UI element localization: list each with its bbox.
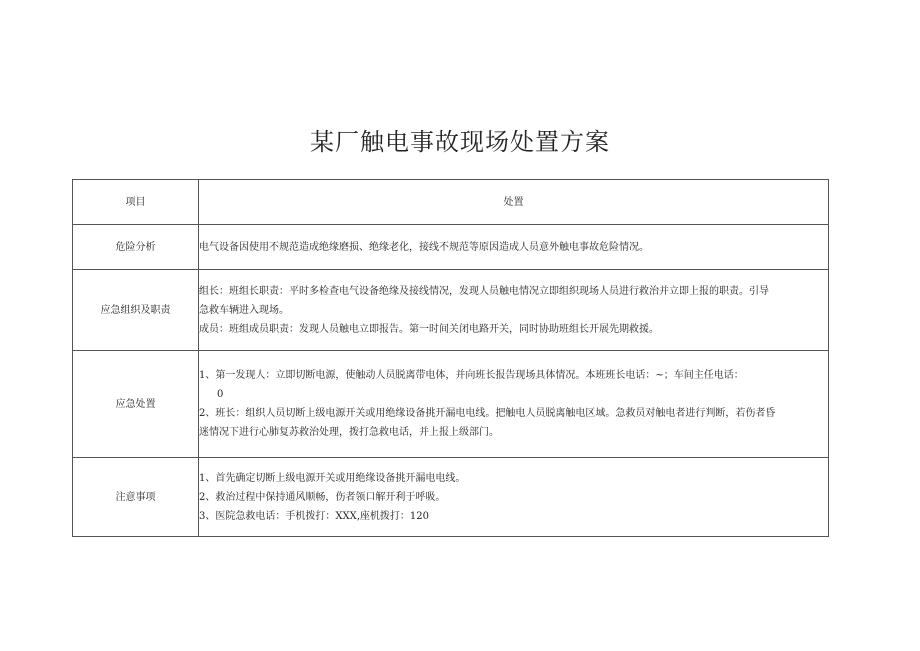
content-line: 电气设备因使用不规范造成绝缘磨损、绝缘老化，接线不规范等原因造成人员意外触电事故危险情况。 (199, 241, 649, 253)
content-line: 0 (217, 389, 224, 400)
row-label-precautions: 注意事项 (73, 458, 199, 537)
table-row-emergency-response (73, 351, 829, 458)
content-line: 急救车辆进入现场。 (199, 304, 289, 316)
content-line: 成员：班组成员职责：发现人员触电立即报告。第一时间关闭电路开关，同时协助班组长开展先期救援。 (199, 323, 659, 335)
header-item-cell: 项目 (73, 180, 199, 225)
row-label-emergency-organization: 应急组织及职责 (73, 270, 199, 351)
content-line: 组长：班组长职责：平时多检查电气设备绝缘及接线情况，发现人员触电情况立即组织现场人员进行救治并立即上报的职责。引导 (199, 285, 769, 297)
content-line: 1、首先确定切断上级电源开关或用绝缘设备挑开漏电电线。 (199, 472, 466, 484)
row-label-risk-analysis: 危险分析 (73, 225, 199, 270)
table-row-emergency-organization (73, 270, 829, 351)
page-title: 某厂触电事故现场处置方案 (310, 128, 610, 156)
table-row-risk-analysis (73, 225, 829, 270)
content-line: 2、救治过程中保持通风顺畅，伤者领口解开利于呼吸。 (199, 491, 446, 503)
content-line: 3、医院急救电话：手机拨打：XXX,座机拨打：120 (199, 510, 429, 522)
table-header-row (73, 180, 829, 225)
row-label-emergency-response: 应急处置 (73, 351, 199, 458)
row-content-emergency-response (199, 351, 829, 458)
table-row-precautions (73, 458, 829, 537)
row-content-precautions (199, 458, 829, 537)
content-line: 2、班长：组织人员切断上级电源开关或用绝缘设备挑开漏电电线。把触电人员脱离触电区域。急救员对触电者进行判断，若伤者昏 (199, 408, 776, 419)
row-content-emergency-organization (199, 270, 829, 351)
content-line: 迷情况下进行心肺复苏救治处理，拨打急救电话，并上报上级部门。 (199, 427, 499, 438)
content-line: 1、第一发现人：立即切断电源，使触动人员脱离带电体，并向班长报告现场具体情况。本班班长电话：~；车间主任电话： (199, 370, 744, 381)
row-content-risk-analysis (199, 225, 829, 270)
disposal-plan-table (72, 179, 829, 537)
header-action-cell: 处置 (199, 180, 829, 225)
